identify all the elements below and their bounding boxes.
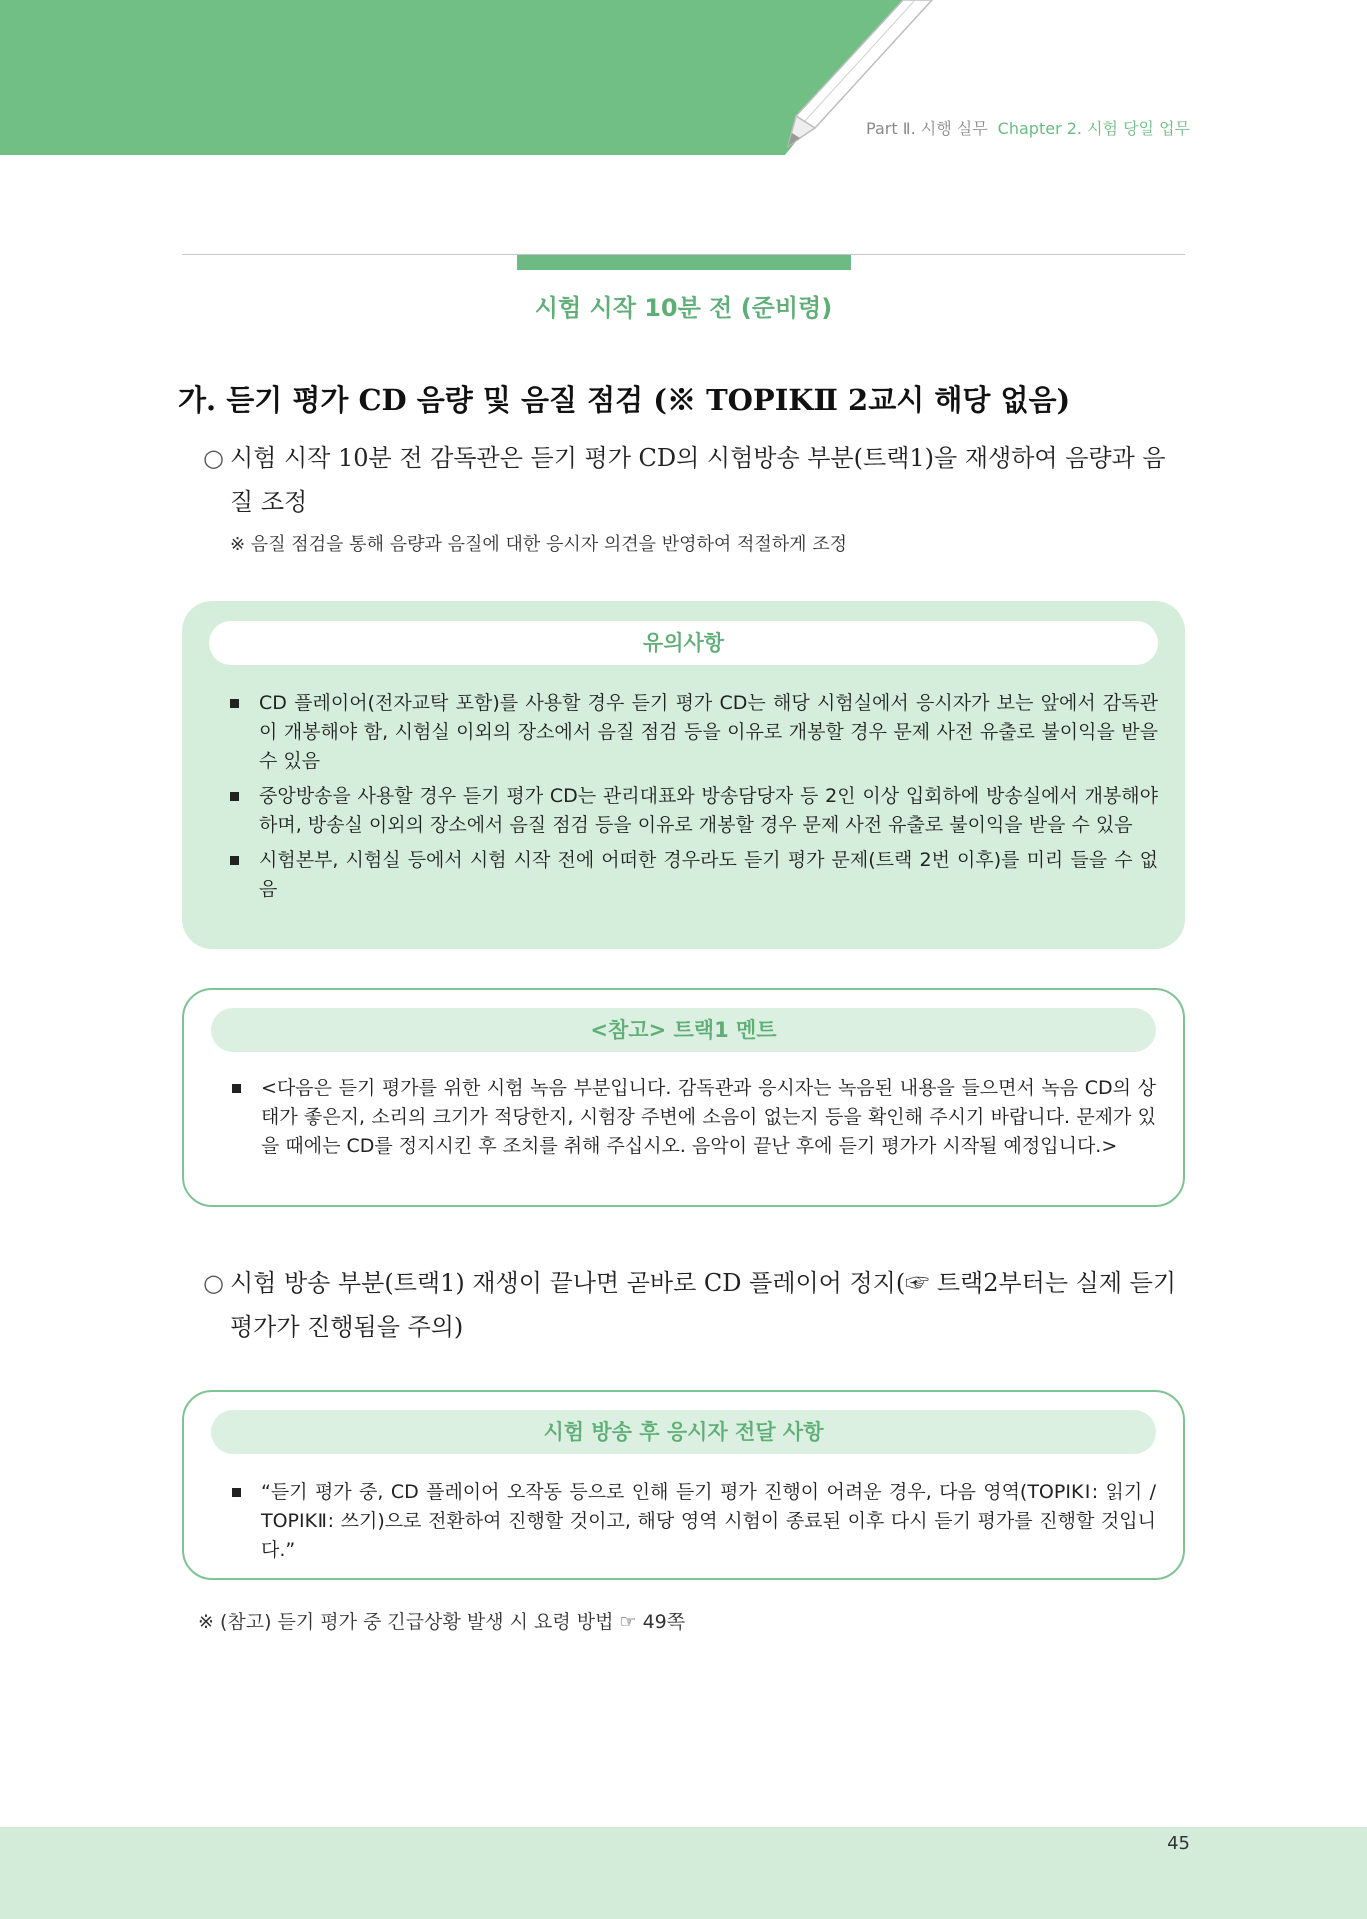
header-band (0, 0, 1367, 155)
list-item-text: 중앙방송을 사용할 경우 듣기 평가 CD는 관리대표와 방송담당자 등 2인 이상 입회하에 방송실에서 개봉해야 하며, 방송실 이외의 장소에서 음질 점검 등을 이유로 개봉할 경우 문제 사전 유출로 불이익을 받을 수 있음 (259, 785, 1158, 836)
caution-box (182, 601, 1185, 949)
announce-box (182, 1390, 1185, 1580)
note-1: ※ 음질 점검을 통해 음량과 음질에 대한 응시자 의견을 반영하여 적절하게 조정 (230, 534, 848, 555)
page-heading: 가. 듣기 평가 CD 음량 및 음질 점검 (※ TOPIKⅡ 2교시 해당 없음) (178, 383, 1071, 417)
list-item (229, 1074, 1156, 1161)
list-item (227, 782, 1158, 840)
list-item-text: 시험본부, 시험실 등에서 시험 시작 전에 어떠한 경우라도 듣기 평가 문제(트랙 2번 이후)를 미리 들을 수 없음 (259, 849, 1158, 900)
square-bullet-icon (230, 699, 239, 708)
caution-box-title: 유의사항 (209, 621, 1158, 665)
reference-box (182, 988, 1185, 1207)
reference-box-title: <참고> 트랙1 멘트 (211, 1008, 1156, 1052)
list-item (227, 846, 1158, 904)
circle-bullet: ○ (203, 1269, 224, 1297)
list-item-text: <다음은 듣기 평가를 위한 시험 녹음 부분입니다. 감독관과 응시자는 녹음된 내용을 들으면서 녹음 CD의 상태가 좋은지, 소리의 크기가 적당한지, 시험장 주변에 소음이 없는지 등을 확인해 주시기 바랍니다. 문제가 있을 때에는 CD를 정지시킨 후 조치를 취해 주십시오. 음악이 끝난 후에 듣기 평가가 시작될 예정입니다.> (261, 1077, 1156, 1157)
announce-list (229, 1478, 1156, 1571)
paragraph-1-text: 시험 시작 10분 전 감독관은 듣기 평가 CD의 시험방송 부분(트랙1)을 재생하여 음량과 음질 조정 (230, 444, 1166, 516)
paragraph-2 (203, 1261, 1188, 1349)
running-head (866, 116, 1190, 139)
paragraph-2-text: 시험 방송 부분(트랙1) 재생이 끝나면 곧바로 CD 플레이어 정지(☞ 트랙2부터는 실제 듣기 평가가 진행됨을 주의) (230, 1269, 1177, 1341)
footer-band (0, 1827, 1367, 1919)
section-rule-tab (517, 255, 851, 270)
circle-bullet: ○ (203, 444, 224, 472)
square-bullet-icon (230, 792, 239, 801)
list-item-text: CD 플레이어(전자교탁 포함)를 사용할 경우 듣기 평가 CD는 해당 시험실에서 응시자가 보는 앞에서 감독관이 개봉해야 함, 시험실 이외의 장소에서 음질 점검 등을 이유로 개봉할 경우 문제 사전 유출로 불이익을 받을 수 있음 (259, 692, 1158, 772)
paragraph-1 (203, 436, 1188, 524)
square-bullet-icon (230, 856, 239, 865)
reference-list (229, 1074, 1156, 1167)
reference-note: ※ (참고) 듣기 평가 중 긴급상황 발생 시 요령 방법 ☞ 49쪽 (198, 1611, 686, 1633)
square-bullet-icon (232, 1488, 241, 1497)
caution-list (227, 689, 1158, 910)
square-bullet-icon (232, 1084, 241, 1093)
section-title: 시험 시작 10분 전 (준비령) (534, 294, 833, 322)
announce-box-title: 시험 방송 후 응시자 전달 사항 (211, 1410, 1156, 1454)
running-head-chapter: Chapter 2. 시험 당일 업무 (997, 119, 1190, 138)
list-item (229, 1478, 1156, 1565)
running-head-part: Part Ⅱ. 시행 실무 (866, 119, 988, 138)
list-item (227, 689, 1158, 776)
list-item-text: “듣기 평가 중, CD 플레이어 오작동 등으로 인해 듣기 평가 진행이 어려운 경우, 다음 영역(TOPIKⅠ: 읽기 / TOPIKⅡ: 쓰기)으로 전환하여 진행할 것이고, 해당 영역 시험이 종료된 이후 다시 듣기 평가를 진행할 것입니다.” (261, 1481, 1156, 1561)
page-number: 45 (1167, 1833, 1190, 1854)
